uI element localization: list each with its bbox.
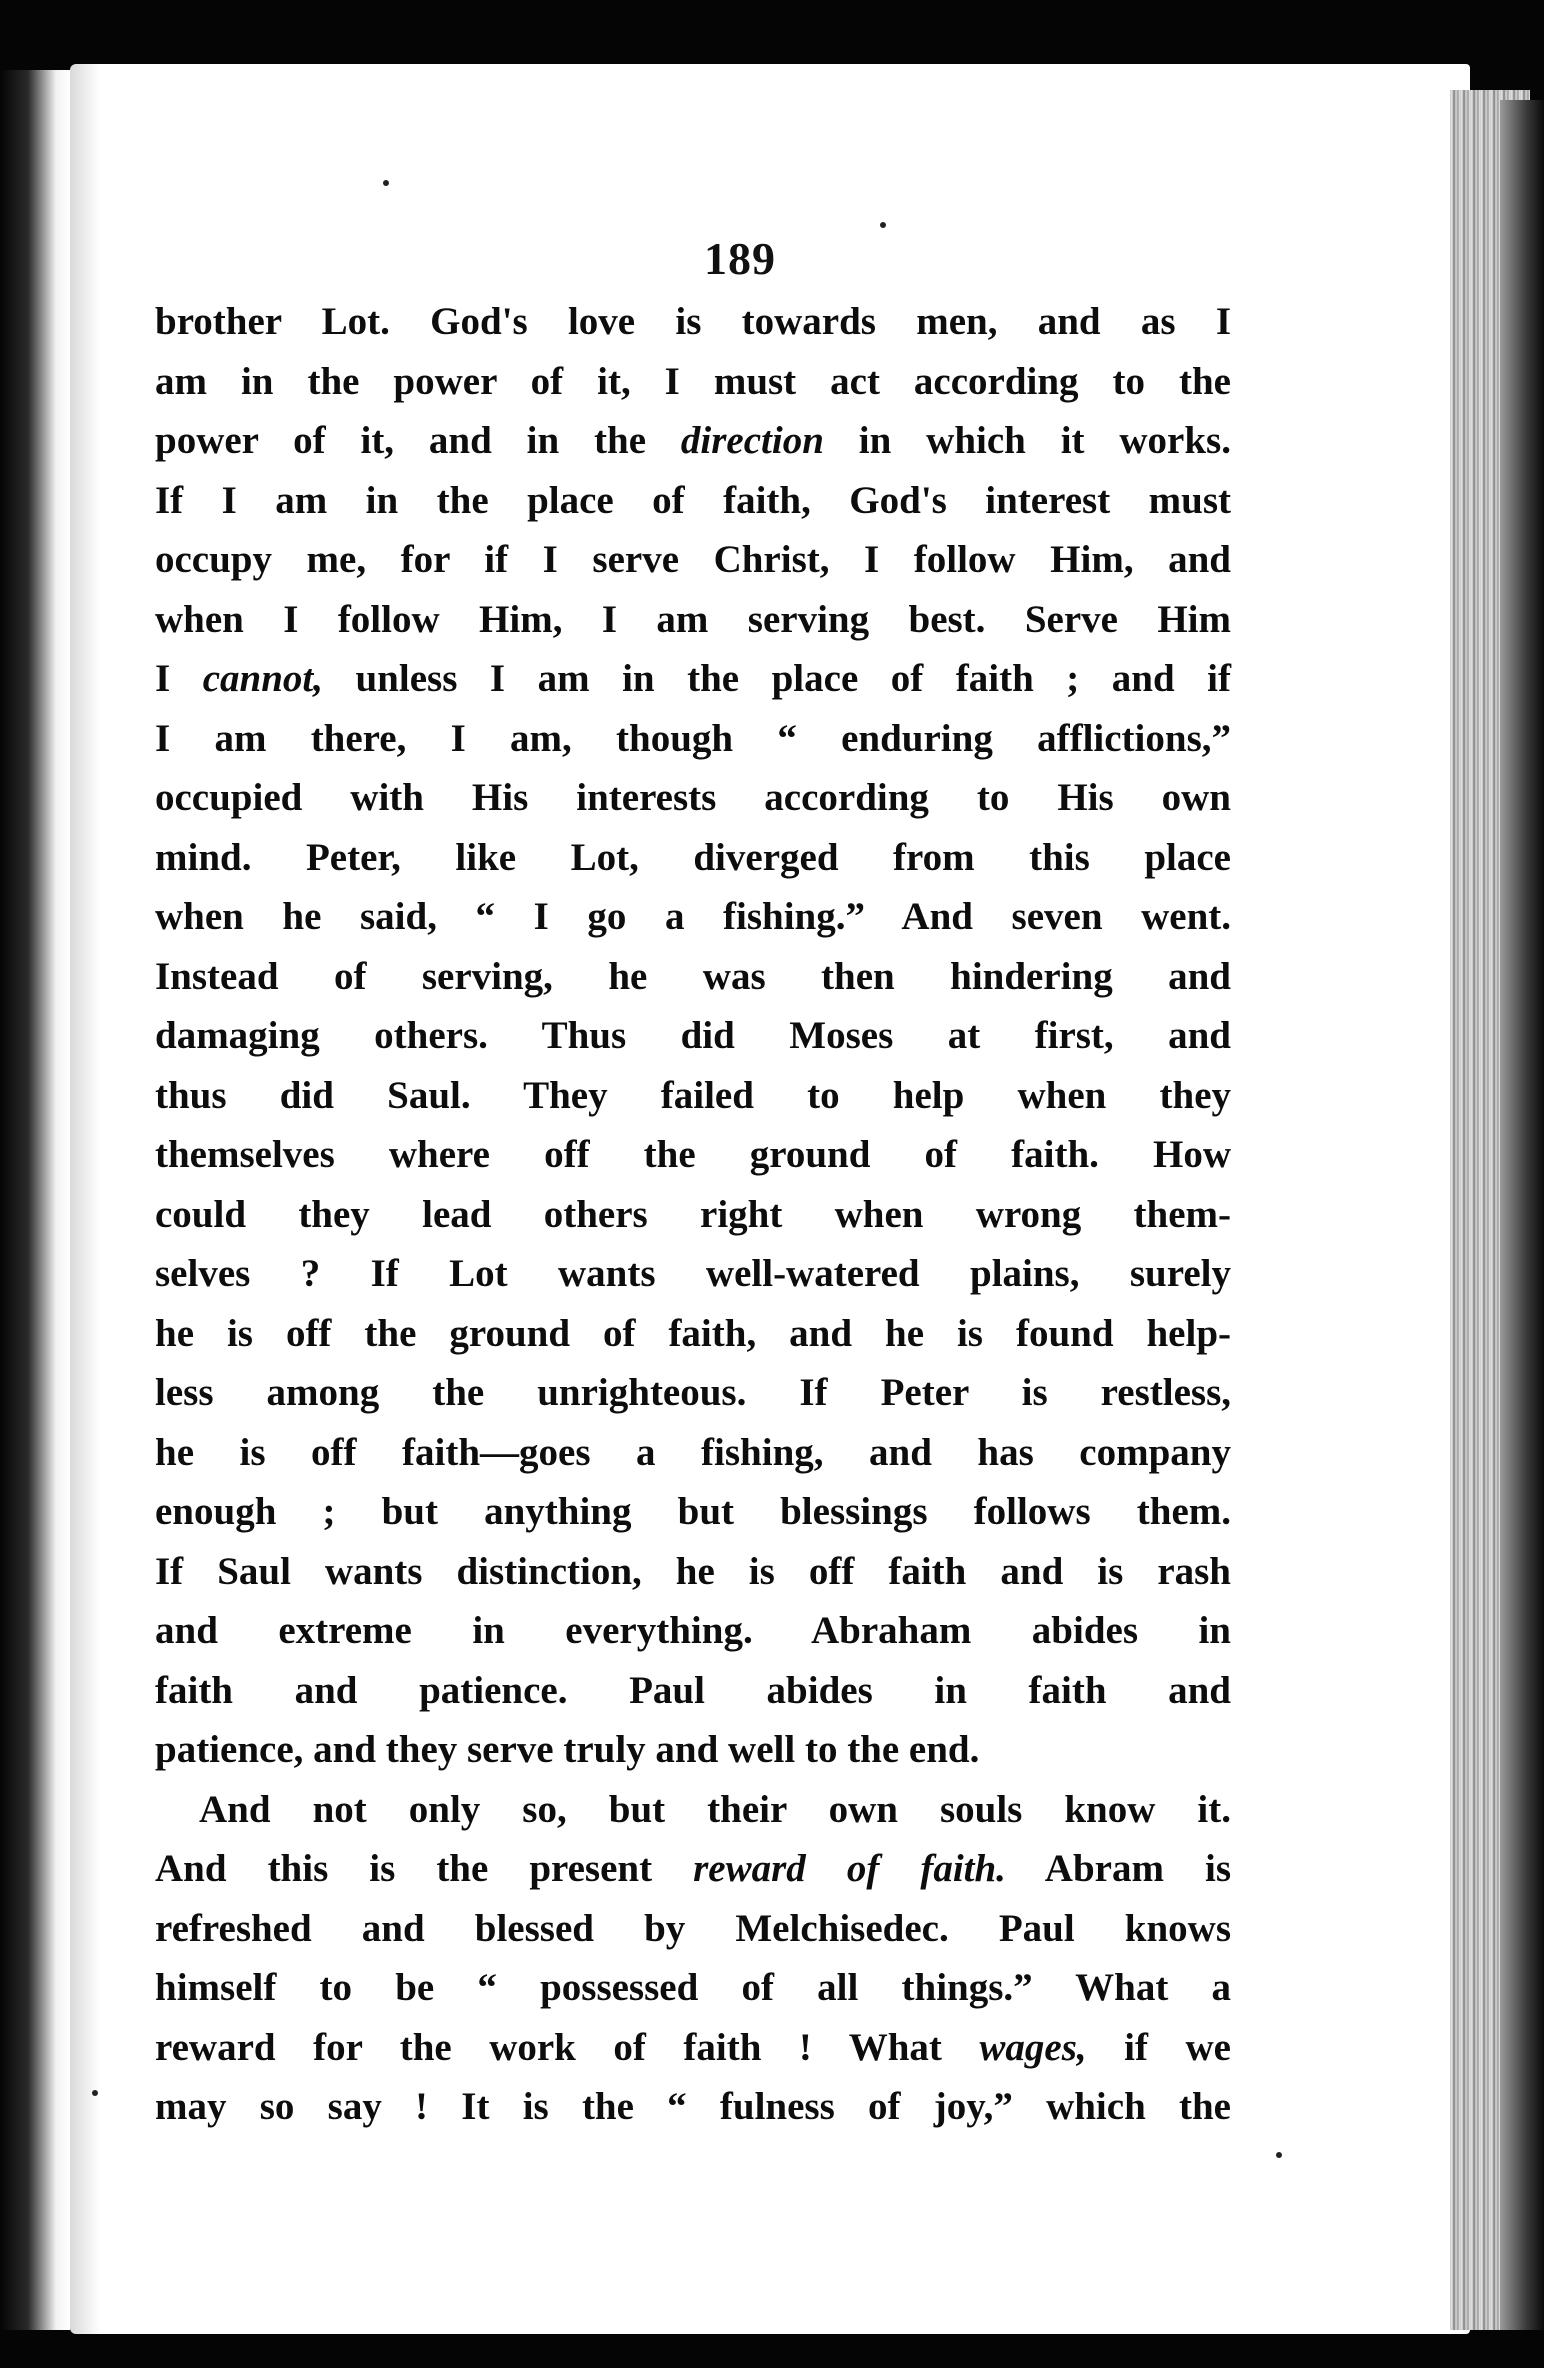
- italic-emphasis: wages,: [979, 2025, 1087, 2069]
- text-line: If Saul wants distinction, he is off faith and is rash: [155, 1549, 1231, 1593]
- text-line: faith and patience. Paul abides in faith and: [155, 1668, 1231, 1712]
- italic-emphasis: reward of faith.: [693, 1847, 1006, 1890]
- page-number: 189: [704, 233, 776, 284]
- text-line: selves ? If Lot wants well-watered plains, surely: [155, 1252, 1231, 1295]
- text-line: refreshed and blessed by Melchisedec. Paul knows: [155, 1906, 1231, 1950]
- text-line: If I am in the place of faith, God's interest must: [155, 478, 1231, 522]
- ink-speck: [1276, 2152, 1282, 2158]
- text-line: Instead of serving, he was then hindering and: [155, 954, 1231, 998]
- text-line: And this is the present reward of faith. Abram is: [155, 1847, 1231, 1890]
- text-line: when I follow Him, I am serving best. Serve Him: [155, 597, 1231, 641]
- text-line: he is off the ground of faith, and he is found help-: [155, 1311, 1231, 1355]
- text-line: himself to be “ possessed of all things.” What a: [155, 1966, 1231, 2009]
- text-line: themselves where off the ground of faith. How: [155, 1133, 1231, 1176]
- ink-speck: [880, 222, 886, 228]
- book-edge-shadow: [1500, 100, 1544, 2330]
- text-line: enough ; but anything but blessings follows them.: [155, 1490, 1231, 1533]
- text-line: I cannot, unless I am in the place of faith ; and if: [155, 657, 1231, 700]
- text-line: power of it, and in the direction in which it works.: [155, 419, 1231, 462]
- text-line: mind. Peter, like Lot, diverged from this place: [155, 835, 1231, 879]
- text-line: less among the unrighteous. If Peter is restless,: [155, 1371, 1231, 1414]
- text-line: when he said, “ I go a fishing.” And seven went.: [155, 895, 1231, 938]
- ink-speck: [92, 2090, 98, 2096]
- text-line: and extreme in everything. Abraham abides in: [155, 1609, 1231, 1652]
- body-text: [155, 292, 1231, 2137]
- text-line: may so say ! It is the “ fulness of joy,” which the: [155, 2085, 1231, 2128]
- text-line: brother Lot. God's love is towards men, and as I: [155, 300, 1231, 343]
- text-line: he is off faith—goes a fishing, and has company: [155, 1430, 1231, 1474]
- gutter-shadow: [70, 64, 100, 2334]
- ink-speck: [383, 180, 389, 186]
- text-line: I am there, I am, though “ enduring afflictions,”: [155, 716, 1231, 760]
- text-line: thus did Saul. They failed to help when they: [155, 1073, 1231, 1117]
- text-line: damaging others. Thus did Moses at first, and: [155, 1014, 1231, 1057]
- text-line: occupied with His interests according to His own: [155, 776, 1231, 819]
- text-line: And not only so, but their own souls know it.: [199, 1787, 1231, 1831]
- text-line: patience, and they serve truly and well to the end.: [155, 1728, 980, 1771]
- text-line: reward for the work of faith ! What wages, if we: [155, 2025, 1231, 2069]
- italic-emphasis: cannot,: [202, 657, 323, 700]
- facing-page-edge: [0, 70, 70, 2330]
- text-line: could they lead others right when wrong them-: [155, 1192, 1231, 1236]
- text-line: am in the power of it, I must act according to the: [155, 359, 1231, 403]
- italic-emphasis: direction: [680, 419, 824, 462]
- text-line: occupy me, for if I serve Christ, I follow Him, and: [155, 538, 1231, 581]
